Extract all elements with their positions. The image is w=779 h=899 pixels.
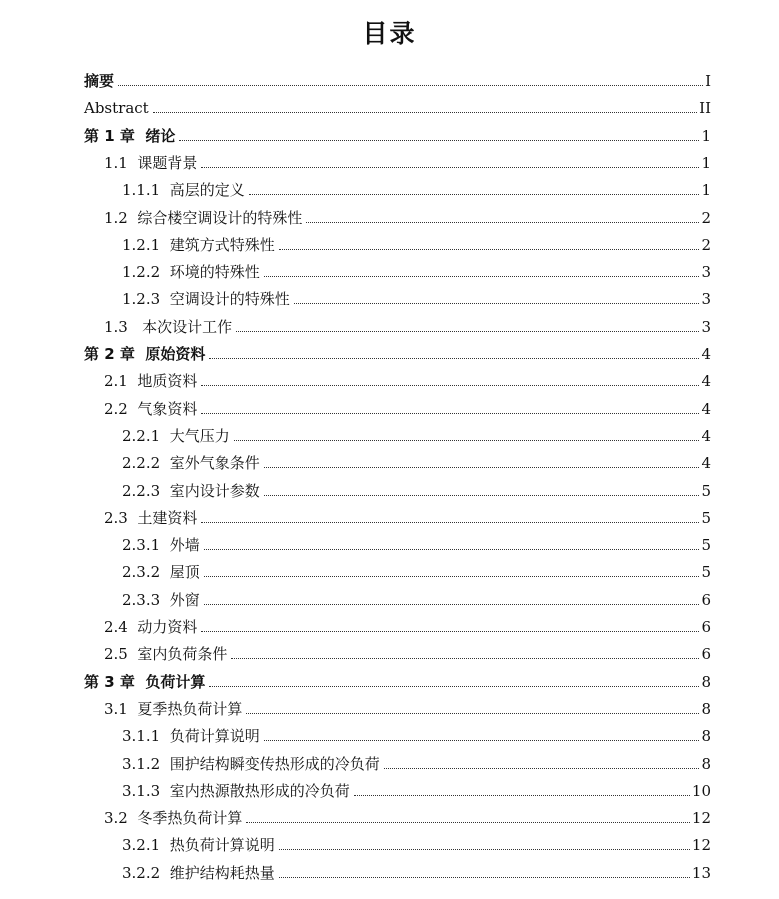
dot-leader bbox=[209, 357, 699, 359]
toc-entry[interactable] bbox=[122, 534, 711, 554]
toc-entry-page-number: 10 bbox=[691, 781, 711, 800]
toc-entry-label: 1.3 本次设计工作 bbox=[104, 317, 233, 336]
toc-entry-page-number: 5 bbox=[701, 508, 711, 527]
dot-leader bbox=[294, 302, 700, 304]
toc-entry-page-number: 8 bbox=[701, 672, 711, 691]
toc-entry-page-number: 1 bbox=[701, 126, 711, 145]
toc-entry-label: 2.2 气象资料 bbox=[104, 399, 198, 418]
toc-entry[interactable] bbox=[122, 862, 711, 882]
toc-entry-page-number: 12 bbox=[691, 836, 711, 855]
toc-entry-label: 第 1 章 绪论 bbox=[84, 126, 176, 145]
toc-entry-label: 2.2.1 大气压力 bbox=[122, 426, 230, 445]
dot-leader bbox=[204, 603, 700, 605]
toc-entry-label: 2.1 地质资料 bbox=[104, 372, 198, 391]
dot-leader bbox=[279, 248, 700, 250]
toc-entry-label: 2.4 动力资料 bbox=[104, 618, 198, 636]
toc-entry[interactable] bbox=[122, 425, 711, 445]
toc-entry-label: 3.2.1 热负荷计算说明 bbox=[122, 836, 275, 855]
dot-leader bbox=[179, 139, 699, 141]
toc-entry[interactable] bbox=[122, 234, 711, 254]
toc-entry-label: 第 3 章 负荷计算 bbox=[84, 672, 206, 691]
toc-entry-page-number: 5 bbox=[701, 481, 711, 500]
toc-entry[interactable] bbox=[104, 616, 711, 636]
dot-leader bbox=[209, 685, 699, 687]
dot-leader bbox=[279, 848, 690, 850]
dot-leader bbox=[264, 739, 700, 741]
toc-entry-label: 1.1.1 高层的定义 bbox=[122, 181, 245, 200]
dot-leader bbox=[264, 494, 700, 496]
toc-entry-page-number: 5 bbox=[701, 563, 711, 582]
dot-leader bbox=[201, 630, 699, 632]
toc-entry[interactable] bbox=[84, 70, 711, 90]
dot-leader bbox=[231, 657, 699, 659]
toc-entry[interactable] bbox=[122, 179, 711, 199]
toc-entry-label: 2.3.1 外墙 bbox=[122, 536, 200, 555]
toc-entry-page-number: 8 bbox=[701, 754, 711, 773]
toc-entry[interactable] bbox=[122, 561, 711, 581]
toc-entry-label: 摘要 bbox=[84, 72, 115, 90]
toc-entry-label: 3.1.3 室内热源散热形成的冷负荷 bbox=[122, 781, 350, 800]
toc-entry[interactable] bbox=[122, 725, 711, 745]
dot-leader bbox=[279, 876, 690, 878]
dot-leader bbox=[153, 111, 697, 113]
dot-leader bbox=[201, 521, 699, 523]
toc-entry[interactable] bbox=[84, 97, 711, 117]
toc-entry[interactable] bbox=[122, 288, 711, 308]
toc-entry-label: 1.1 课题背景 bbox=[104, 153, 198, 172]
toc-entry[interactable] bbox=[122, 261, 711, 281]
toc-entry[interactable] bbox=[104, 370, 711, 390]
toc-entry[interactable] bbox=[104, 152, 711, 172]
page-title: 目录 bbox=[362, 19, 417, 48]
dot-leader bbox=[204, 575, 700, 577]
toc-entry-page-number: II bbox=[699, 99, 711, 118]
toc-entry-page-number: 1 bbox=[701, 181, 711, 200]
toc-entry-page-number: 6 bbox=[701, 618, 711, 636]
toc-entry[interactable] bbox=[84, 125, 711, 145]
toc-entry[interactable] bbox=[84, 343, 711, 363]
toc-entry[interactable] bbox=[122, 452, 711, 472]
toc-entry-label: 2.3.3 外窗 bbox=[122, 590, 200, 609]
toc-entry-page-number: 6 bbox=[701, 590, 711, 609]
toc-entry-page-number: 4 bbox=[701, 399, 711, 418]
toc-entry-label: Abstract bbox=[84, 99, 149, 118]
toc-entry-page-number: 2 bbox=[701, 235, 711, 254]
toc-entry[interactable] bbox=[84, 671, 711, 691]
toc-entry-page-number: 13 bbox=[691, 863, 711, 882]
toc-entry-page-number: 8 bbox=[701, 727, 711, 746]
toc-entry[interactable] bbox=[104, 507, 711, 527]
toc-entry-label: 2.3 土建资料 bbox=[104, 508, 198, 527]
dot-leader bbox=[384, 767, 700, 769]
toc-entry-page-number: 4 bbox=[701, 372, 711, 391]
toc-entry-label: 3.2 冬季热负荷计算 bbox=[104, 809, 243, 828]
toc-entry-label: 3.2.2 维护结构耗热量 bbox=[122, 863, 275, 882]
dot-leader bbox=[201, 166, 699, 168]
dot-leader bbox=[264, 466, 700, 468]
toc-entry-page-number: 8 bbox=[701, 699, 711, 718]
dot-leader bbox=[234, 439, 700, 441]
dot-leader bbox=[118, 84, 703, 86]
toc-entry-page-number: 5 bbox=[701, 536, 711, 555]
toc-entry-label: 2.2.3 室内设计参数 bbox=[122, 481, 260, 500]
toc-entry[interactable] bbox=[104, 398, 711, 418]
dot-leader bbox=[306, 221, 699, 223]
toc-entry-page-number: 3 bbox=[701, 263, 711, 282]
toc-entry[interactable] bbox=[104, 643, 711, 663]
toc-entry-label: 2.5 室内负荷条件 bbox=[104, 645, 228, 664]
toc-entry[interactable] bbox=[122, 480, 711, 500]
toc-entry-label: 3.1.2 围护结构瞬变传热形成的冷负荷 bbox=[122, 754, 380, 773]
dot-leader bbox=[201, 384, 699, 386]
toc-entry[interactable] bbox=[122, 753, 711, 773]
toc-entry-page-number: 1 bbox=[701, 153, 711, 172]
toc-entry-label: 3.1.1 负荷计算说明 bbox=[122, 727, 260, 746]
toc-entry[interactable] bbox=[122, 834, 711, 854]
toc-entry-page-number: 3 bbox=[701, 317, 711, 336]
toc-entry-page-number: 12 bbox=[691, 809, 711, 828]
toc-entry[interactable] bbox=[122, 780, 711, 800]
toc-entry-page-number: 6 bbox=[701, 645, 711, 664]
dot-leader bbox=[236, 330, 699, 332]
dot-leader bbox=[264, 275, 700, 277]
toc-entry[interactable] bbox=[104, 807, 711, 827]
toc-entry-page-number: I bbox=[705, 72, 711, 90]
toc-entry-label: 第 2 章 原始资料 bbox=[84, 345, 206, 363]
toc-entry-label: 1.2.1 建筑方式特殊性 bbox=[122, 235, 275, 254]
toc-entry-label: 2.3.2 屋顶 bbox=[122, 563, 200, 582]
toc-entry-page-number: 4 bbox=[701, 345, 711, 363]
dot-leader bbox=[204, 548, 700, 550]
toc-entry-page-number: 4 bbox=[701, 454, 711, 473]
dot-leader bbox=[201, 412, 699, 414]
toc-entry-label: 1.2 综合楼空调设计的特殊性 bbox=[104, 208, 303, 227]
toc-entry-label: 1.2.3 空调设计的特殊性 bbox=[122, 290, 290, 309]
toc-entry-page-number: 3 bbox=[701, 290, 711, 309]
toc-entry[interactable] bbox=[104, 316, 711, 336]
dot-leader bbox=[249, 193, 700, 195]
toc-entry[interactable] bbox=[104, 207, 711, 227]
toc-entry[interactable] bbox=[122, 589, 711, 609]
toc-entry-page-number: 4 bbox=[701, 426, 711, 445]
dot-leader bbox=[246, 712, 699, 714]
toc-entry-label: 2.2.2 室外气象条件 bbox=[122, 454, 260, 473]
dot-leader bbox=[246, 821, 690, 823]
toc-entry[interactable] bbox=[104, 698, 711, 718]
toc-entry-label: 1.2.2 环境的特殊性 bbox=[122, 263, 260, 282]
toc-entry-label: 3.1 夏季热负荷计算 bbox=[104, 699, 243, 718]
toc-entry-page-number: 2 bbox=[701, 208, 711, 227]
dot-leader bbox=[354, 794, 690, 796]
